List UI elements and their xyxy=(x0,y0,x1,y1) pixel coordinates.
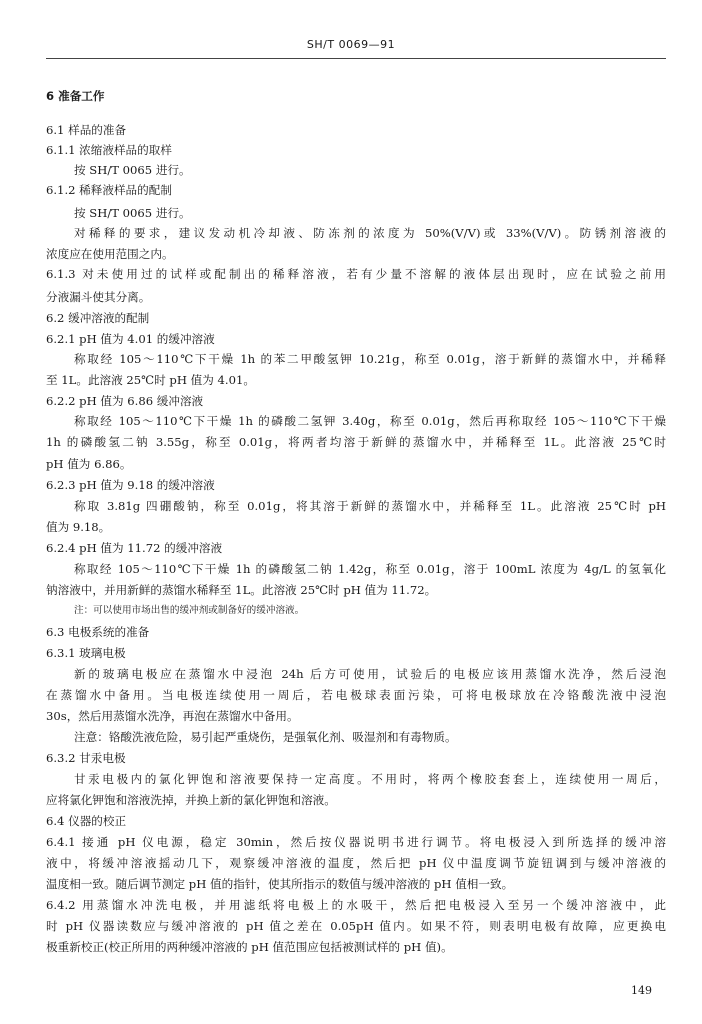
paragraph-6-1-3-line-2: 分液漏斗使其分离。 xyxy=(46,290,151,304)
paragraph-6-1-1: 按 SH/T 0065 进行。 xyxy=(74,163,191,177)
paragraph-6-2-1-line-2: 至 1L。此溶液 25℃时 pH 值为 4.01。 xyxy=(46,373,255,387)
paragraph-6-2-3-line-1: 称取 3.81g 四硼酸钠，称至 0.01g，将其溶于新鲜的蒸馏水中，并稀释至 1L。此溶液 25℃时 pH xyxy=(74,499,666,513)
paragraph-6-2-4-line-2: 钠溶液中，并用新鲜的蒸馏水稀释至 1L。此溶液 25℃时 pH 值为 11.72。 xyxy=(46,583,437,597)
paragraph-6-2-2-line-2: 1h 的磷酸氢二钠 3.55g，称至 0.01g，将两者均溶于新鲜的蒸馏水中，并稀释至 1L。此溶液 25℃时 xyxy=(46,435,666,449)
heading-6-1-1: 6.1.1 浓缩液样品的取样 xyxy=(46,143,172,157)
paragraph-6-2-2-line-1: 称取经 105～110℃下干燥 1h 的磷酸二氢钾 3.40g，称至 0.01g，然后再称取经 105～110℃下干燥 xyxy=(74,414,666,428)
note-buffer: 注：可以使用市场出售的缓冲剂或制备好的缓冲溶液。 xyxy=(74,605,305,616)
paragraph-6-3-2-line-1: 甘汞电极内的氯化钾饱和溶液要保持一定高度。不用时，将两个橡胶套套上，连续使用一周后， xyxy=(74,772,666,786)
heading-6-2-3: 6.2.3 pH 值为 9.18 的缓冲溶液 xyxy=(46,478,215,492)
heading-6-2: 6.2 缓冲溶液的配制 xyxy=(46,311,150,325)
paragraph-6-2-2-line-3: pH 值为 6.86。 xyxy=(46,457,132,471)
paragraph-6-4-2-line-1: 6.4.2 用蒸馏水冲洗电极，并用滤纸将电极上的水吸干，然后把电极浸入至另一个缓冲溶液中，此 xyxy=(46,898,666,912)
heading-6-3: 6.3 电极系统的准备 xyxy=(46,625,150,639)
heading-6-2-2: 6.2.2 pH 值为 6.86 缓冲溶液 xyxy=(46,394,204,408)
paragraph-6-3-1-line-1: 新的玻璃电极应在蒸馏水中浸泡 24h 后方可使用，试验后的电极应该用蒸馏水洗净，然后浸泡 xyxy=(74,667,666,681)
paragraph-6-4-1-line-1: 6.4.1 接通 pH 仪电源，稳定 30min，然后按仪器说明书进行调节。将电极浸入到所选择的缓冲溶 xyxy=(46,835,666,849)
paragraph-6-3-2-line-2: 应将氯化钾饱和溶液洗掉，并换上新的氯化钾饱和溶液。 xyxy=(46,793,336,807)
heading-6-1-2: 6.1.2 稀释液样品的配制 xyxy=(46,183,172,197)
paragraph-6-4-1-line-2: 液中，将缓冲溶液摇动几下，观察缓冲溶液的温度，然后把 pH 仪中温度调节旋钮调到与缓冲溶液的 xyxy=(46,856,666,870)
heading-6-3-1: 6.3.1 玻璃电极 xyxy=(46,646,126,660)
heading-6-2-1: 6.2.1 pH 值为 4.01 的缓冲溶液 xyxy=(46,332,215,346)
running-header: SH/T 0069—91 xyxy=(306,38,396,51)
paragraph-6-1-2: 按 SH/T 0065 进行。 xyxy=(74,206,191,220)
paragraph-6-3-1-line-3: 30s，然后用蒸馏水洗净，再泡在蒸馏水中备用。 xyxy=(46,709,299,723)
heading-6-2-4: 6.2.4 pH 值为 11.72 的缓冲溶液 xyxy=(46,541,223,555)
heading-6-3-2: 6.3.2 甘汞电极 xyxy=(46,751,126,765)
paragraph-6-1-3-line-1: 6.1.3 对未使用过的试样或配制出的稀释溶液，若有少量不溶解的液体层出现时，应在试验之前用 xyxy=(46,267,666,281)
paragraph-6-2-1-line-1: 称取经 105～110℃下干燥 1h 的苯二甲酸氢钾 10.21g，称至 0.01g，溶于新鲜的蒸馏水中，并稀释 xyxy=(74,352,666,366)
caution-chromic-acid: 注意：铬酸洗液危险，易引起严重烧伤，是强氧化剂、吸湿剂和有毒物质。 xyxy=(74,730,457,744)
paragraph-6-2-4-line-1: 称取经 105～110℃下干燥 1h 的磷酸氢二钠 1.42g，称至 0.01g，溶于 100mL 浓度为 4g/L 的氢氧化 xyxy=(74,562,666,576)
dilution-requirement-line-1: 对稀释的要求，建议发动机冷却液、防冻剂的浓度为 50%(V/V)或 33%(V/V)。防锈剂溶液的 xyxy=(74,226,666,240)
dilution-requirement-line-2: 浓度应在使用范围之内。 xyxy=(46,247,174,261)
heading-6-1: 6.1 样品的准备 xyxy=(46,123,127,137)
paragraph-6-4-1-line-3: 温度相一致。随后调节测定 pH 值的指针，使其所指示的数值与缓冲溶液的 pH 值相一致。 xyxy=(46,877,514,891)
paragraph-6-3-1-line-2: 在蒸馏水中备用。当电极连续使用一周后，若电极球表面污染，可将电极球放在冷铬酸洗液中浸泡 xyxy=(46,688,666,702)
heading-6-4: 6.4 仪器的校正 xyxy=(46,814,127,828)
paragraph-6-4-2-line-2: 时 pH 仪器读数应与缓冲溶液的 pH 值之差在 0.05pH 值内。如果不符，则表明电极有故障，应更换电 xyxy=(46,919,666,933)
page-number: 149 xyxy=(631,984,652,997)
paragraph-6-2-3-line-2: 值为 9.18。 xyxy=(46,520,111,534)
section-6-heading: 6 准备工作 xyxy=(46,89,105,103)
paragraph-6-4-2-line-3: 极重新校正(校正所用的两种缓冲溶液的 pH 值范围应包括被测试样的 pH 值)。 xyxy=(46,940,453,954)
